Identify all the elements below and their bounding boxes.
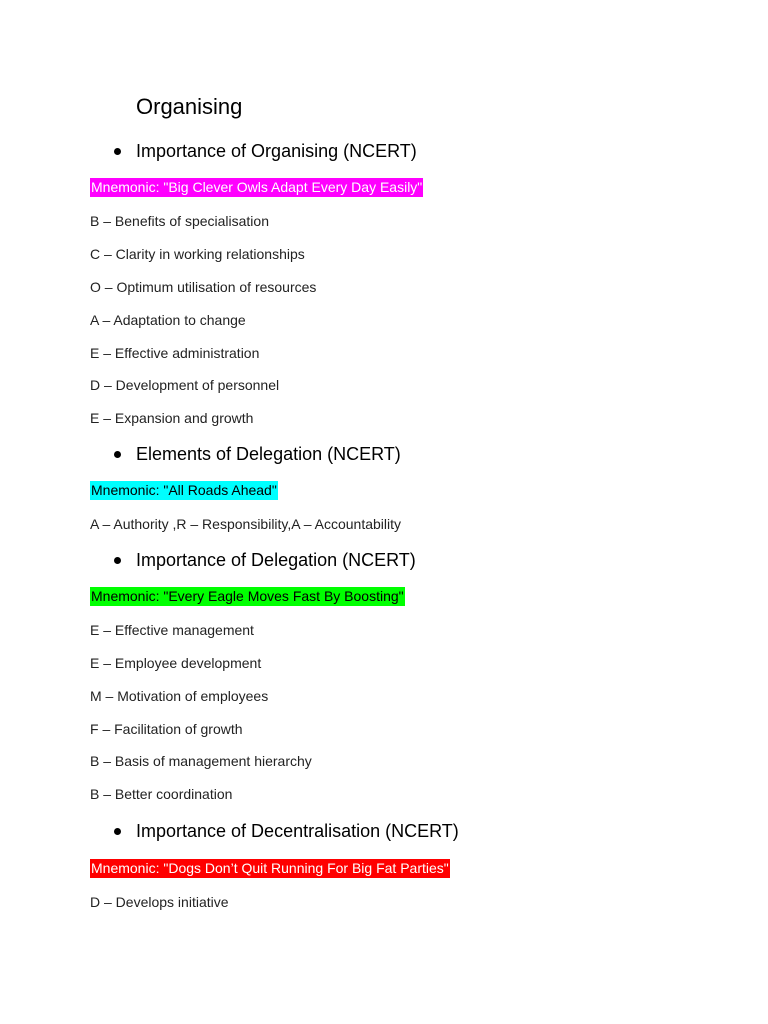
list-item: O – Optimum utilisation of resources [90,279,317,295]
list-item: E – Effective administration [90,345,260,361]
section-heading-text: Elements of Delegation (NCERT) [136,444,401,464]
bullet-icon [114,828,121,835]
list-item: A – Authority ,R – Responsibility,A – Accountability [90,516,402,532]
mnemonic-highlight: Mnemonic: "All Roads Ahead" [91,482,277,498]
list-item: B – Basis of management hierarchy [90,753,312,769]
mnemonic-highlight: Mnemonic: "Big Clever Owls Adapt Every Day Easily" [91,179,423,195]
mnemonic-highlight: Mnemonic: "Every Eagle Moves Fast By Boosting" [91,588,404,604]
section-heading-importance-of-decentralisation [136,819,459,843]
section-heading-text: Importance of Decentralisation (NCERT) [136,821,459,841]
section-heading-importance-of-delegation [136,548,416,572]
section-heading-elements-of-delegation [136,442,401,466]
list-item: E – Employee development [90,655,262,671]
list-item: A – Adaptation to change [90,312,246,328]
list-item: E – Expansion and growth [90,410,254,426]
section-heading-importance-of-organising [136,139,417,163]
bullet-icon [114,557,121,564]
list-item: F – Facilitation of growth [90,721,243,737]
bullet-icon [114,451,121,458]
bullet-icon [114,148,121,155]
list-item: B – Benefits of specialisation [90,213,269,229]
page-title: Organising [136,94,243,119]
list-item: E – Effective management [90,622,254,638]
list-item: D – Development of personnel [90,377,280,393]
mnemonic-highlight: Mnemonic: "Dogs Don’t Quit Running For Big Fat Parties" [91,860,449,876]
section-heading-text: Importance of Delegation (NCERT) [136,550,416,570]
list-item: C – Clarity in working relationships [90,246,305,262]
section-heading-text: Importance of Organising (NCERT) [136,141,417,161]
list-item: B – Better coordination [90,786,233,802]
list-item: D – Develops initiative [90,894,229,910]
list-item: M – Motivation of employees [90,688,269,704]
